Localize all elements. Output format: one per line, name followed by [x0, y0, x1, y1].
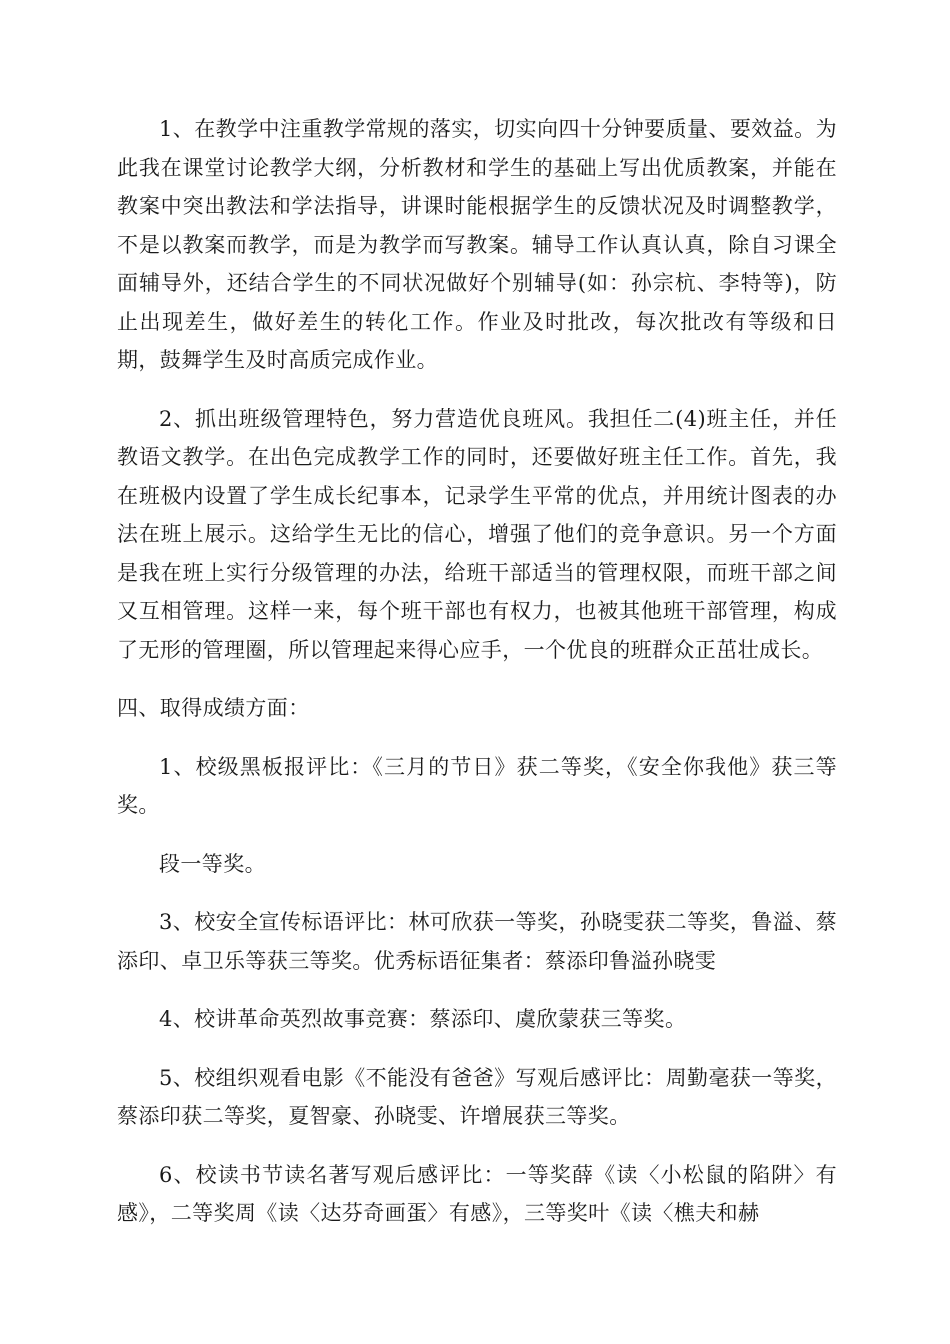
paragraph-safety-slogan-award: 3、校安全宣传标语评比：林可欣获一等奖，孙晓雯获二等奖，鲁溢、蔡添印、卓卫乐等获三等奖。优秀标语征集者：蔡添印鲁溢孙晓雯	[117, 910, 837, 973]
paragraph-storytelling-award: 4、校讲革命英烈故事竞赛：蔡添印、虞欣蒙获三等奖。	[159, 1007, 687, 1031]
paragraph-first-prize-fragment: 段一等奖。	[159, 851, 266, 876]
paragraph-blackboard-award: 1、校级黑板报评比：《三月的节日》获二等奖，《安全你我他》获三等奖。	[117, 754, 837, 817]
paragraph-teaching-routine: 1、在教学中注重教学常规的落实，切实向四十分钟要质量、要效益。为此我在课堂讨论教学大纲，分析教材和学生的基础上写出优质教案，并能在教案中突出教法和学法指导，讲课时能根据学生的反馈状况及时调整教学，不是以教案而教学，而是为教学而写教案。辅导工作认真认真，除自习课全面辅导外，还结合学生的不同状况做好个别辅导(如：孙宗杭、李特等)，防止出现差生，做好差生的转化工作。作业及时批改，每次批改有等级和日期，鼓舞学生及时高质完成作业。	[117, 117, 837, 372]
paragraph-class-management: 2、抓出班级管理特色，努力营造优良班风。我担任二(4)班主任，并任教语文教学。在出色完成教学工作的同时，还要做好班主任工作。首先，我在班极内设置了学生成长纪事本，记录学生平常的优点，并用统计图表的办法在班上展示。这给学生无比的信心，增强了他们的竞争意识。另一个方面是我在班上实行分级管理的办法，给班干部适当的管理权限，而班干部之间又互相管理。这样一来，每个班干部也有权力，也被其他班干部管理，构成了无形的管理圈，所以管理起来得心应手，一个优良的班群众正茁壮成长。	[117, 406, 837, 662]
section-heading-achievements: 四、取得成绩方面：	[117, 696, 310, 720]
document-body	[117, 110, 837, 1253]
paragraph-film-review-award: 5、校组织观看电影《不能没有爸爸》写观后感评比：周勤毫获一等奖，蔡添印获二等奖，夏智豪、孙晓雯、许增展获三等奖。	[117, 1065, 837, 1128]
paragraph-reading-festival-award: 6、校读书节读名著写观后感评比：一等奖薛《读〈小松鼠的陷阱〉有感》，二等奖周《读〈达芬奇画蛋〉有感》，三等奖叶《读〈樵夫和赫	[117, 1162, 837, 1225]
